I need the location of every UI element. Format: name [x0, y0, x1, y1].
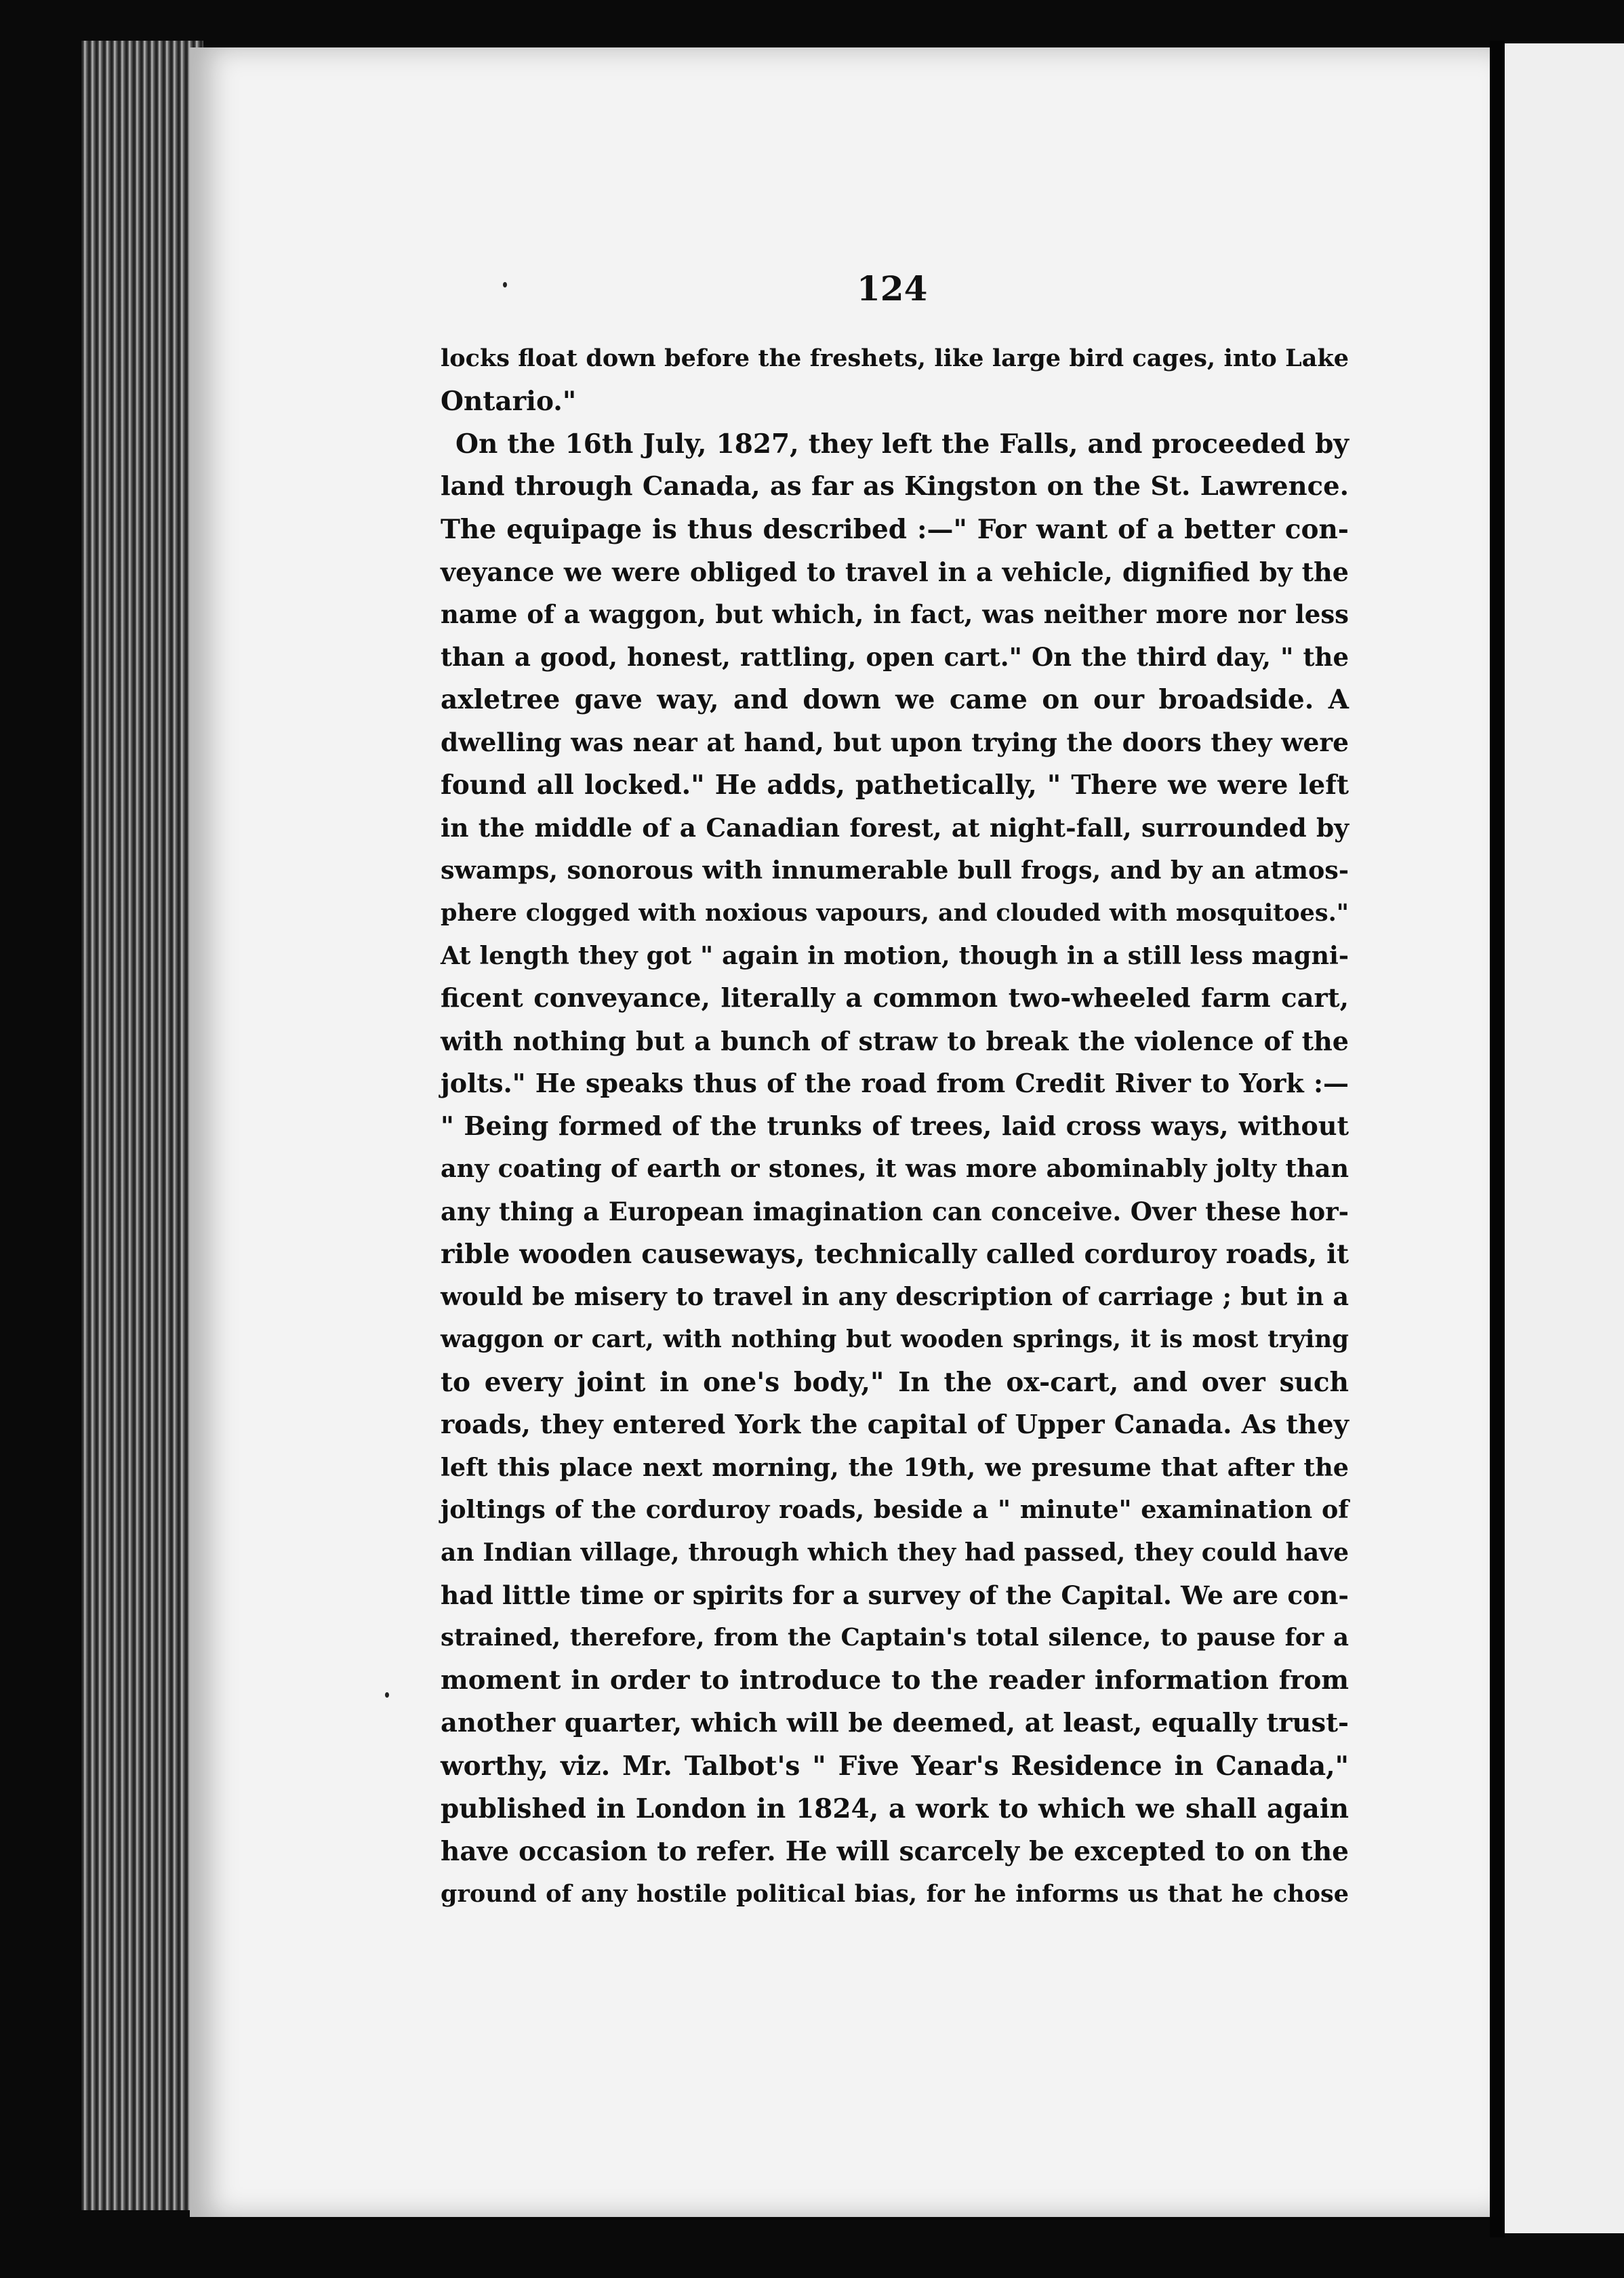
body-text: [441, 338, 1349, 1916]
text-line: left this place next morning, the 19th, we presume that after the: [441, 1452, 1349, 1482]
text-line: swamps, sonorous with innumerable bull frogs, and by an atmos-: [441, 855, 1349, 885]
text-line: to every joint in one's body," In the ox-cart, and over such: [441, 1366, 1349, 1398]
text-line: another quarter, which will be deemed, at least, equally trust-: [441, 1708, 1349, 1738]
binding-gutter: [1490, 41, 1505, 2237]
text-line: roads, they entered York the capital of Upper Canada. As they: [441, 1409, 1349, 1440]
text-line: found all locked." He adds, pathetically, " There we were left: [441, 770, 1349, 801]
text-line: worthy, viz. Mr. Talbot's " Five Year's Residence in Canada,": [441, 1750, 1349, 1782]
text-line: joltings of the corduroy roads, beside a " minute" examination of: [441, 1495, 1349, 1525]
text-line: waggon or cart, with nothing but wooden springs, it is most trying: [441, 1325, 1349, 1353]
page-number: 124: [857, 268, 928, 308]
text-line: had little time or spirits for a survey of the Capital. We are con-: [441, 1580, 1349, 1611]
text-line: The equipage is thus described :—" For want of a better con-: [441, 513, 1349, 545]
text-line: any thing a European imagination can conceive. Over these hor-: [441, 1197, 1349, 1227]
ink-speck: [503, 282, 507, 287]
text-line: dwelling was near at hand, but upon trying the doors they were: [441, 727, 1349, 758]
text-line: with nothing but a bunch of straw to break the violence of the: [441, 1025, 1349, 1056]
text-line: At length they got " again in motion, though in a still less magni-: [441, 940, 1349, 970]
text-line: any coating of earth or stones, it was more abominably jolty than: [441, 1154, 1349, 1184]
text-line: ficent conveyance, literally a common two-wheeled farm cart,: [441, 982, 1349, 1014]
text-line: strained, therefore, from the Captain's total silence, to pause for a: [441, 1624, 1349, 1652]
facing-page-edge: [1505, 43, 1624, 2233]
text-line: Ontario.": [441, 385, 577, 417]
text-line: phere clogged with noxious vapours, and clouded with mosquitoes.": [441, 898, 1349, 927]
text-line: " Being formed of the trunks of trees, laid cross ways, without: [441, 1111, 1349, 1142]
text-line: land through Canada, as far as Kingston on the St. Lawrence.: [441, 471, 1349, 502]
text-line: would be misery to travel in any description of carriage ; but in a: [441, 1281, 1349, 1311]
text-line: axletree gave way, and down we came on our broadside. A: [441, 684, 1349, 716]
text-line: locks float down before the freshets, like large bird cages, into Lake: [441, 344, 1349, 372]
text-line: jolts." He speaks thus of the road from Credit River to York :—: [441, 1068, 1349, 1099]
text-line: than a good, honest, rattling, open cart." On the third day, " the: [441, 642, 1349, 673]
text-line: have occasion to refer. He will scarcely be excepted to on the: [441, 1835, 1349, 1867]
text-line: moment in order to introduce to the reader information from: [441, 1665, 1349, 1696]
text-line: an Indian village, through which they had passed, they could have: [441, 1538, 1349, 1567]
book-page-edges: [81, 41, 203, 2210]
text-line: rible wooden causeways, technically called corduroy roads, it: [441, 1239, 1349, 1271]
text-line: On the 16th July, 1827, they left the Falls, and proceeded by: [455, 428, 1349, 460]
text-line: ground of any hostile political bias, for he informs us that he chose: [441, 1879, 1349, 1908]
text-line: in the middle of a Canadian forest, at night-fall, surrounded by: [441, 812, 1349, 843]
ink-speck: [385, 1692, 389, 1698]
text-line: veyance we were obliged to travel in a vehicle, dignified by the: [441, 556, 1349, 587]
text-line: name of a waggon, but which, in fact, was neither more nor less: [441, 599, 1349, 630]
text-line: published in London in 1824, a work to which we shall again: [441, 1793, 1349, 1824]
